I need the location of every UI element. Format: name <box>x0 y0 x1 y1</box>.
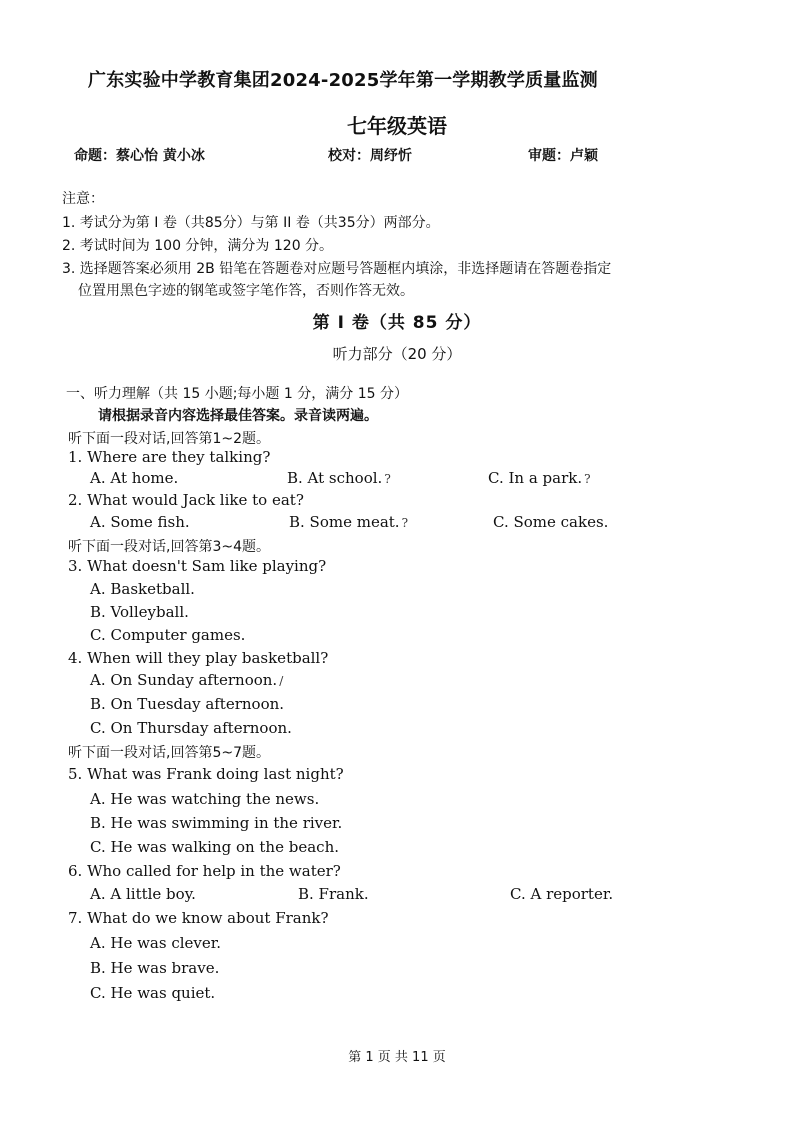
proofreader-credit: 校对：周纾忻 <box>328 148 412 164</box>
handwritten-mark: ? <box>384 472 391 486</box>
handwritten-mark: / <box>279 674 284 688</box>
question-stem: 2. What would Jack like to eat? <box>68 491 304 509</box>
option: B. Frank. <box>298 885 369 903</box>
page-number: 第 1 页 共 11 页 <box>348 1050 446 1065</box>
option: C. Some cakes. <box>493 513 609 531</box>
option-text: B. At school. <box>287 469 383 487</box>
dialogue-intro: 听下面一段对话,回答第3~4题。 <box>68 539 270 555</box>
question-stem: 6. Who called for help in the water? <box>68 862 341 880</box>
option: A. Some fish. <box>90 513 190 531</box>
part-instruction: 请根据录音内容选择最佳答案。录音读两遍。 <box>98 408 378 424</box>
notice-item: 位置用黑色字迹的钢笔或签字笔作答，否则作答无效。 <box>78 283 414 299</box>
exam-subject: 七年级英语 <box>347 114 447 138</box>
handwritten-mark: ? <box>584 472 591 486</box>
option: A. He was watching the news. <box>90 790 320 808</box>
option: A. A little boy. <box>90 885 196 903</box>
dialogue-intro: 听下面一段对话,回答第1~2题。 <box>68 431 270 447</box>
option <box>287 469 391 487</box>
question-stem: 5. What was Frank doing last night? <box>68 765 344 783</box>
option: A. He was clever. <box>90 934 222 952</box>
option: B. He was swimming in the river. <box>90 814 343 832</box>
option: B. Volleyball. <box>90 603 189 621</box>
question-stem: 1. Where are they talking? <box>68 448 271 466</box>
option: A. Basketball. <box>90 580 195 598</box>
option-text: A. On Sunday afternoon. <box>90 671 278 689</box>
option: C. On Thursday afternoon. <box>90 719 292 737</box>
notice-item: 3. 选择题答案必须用 2B 铅笔在答题卷对应题号答题框内填涂，非选择题请在答题卷指定 <box>62 261 612 277</box>
option: B. On Tuesday afternoon. <box>90 695 285 713</box>
author-credit: 命题：蔡心怡 黄小冰 <box>74 148 205 164</box>
section-subtitle: 听力部分（20 分） <box>332 345 462 363</box>
section-title: 第 I 卷（共 85 分） <box>312 313 482 333</box>
notice-heading: 注意： <box>62 191 104 207</box>
option: C. A reporter. <box>510 885 614 903</box>
option-text: B. Some meat. <box>289 513 400 531</box>
option: C. He was walking on the beach. <box>90 838 339 856</box>
handwritten-mark: ? <box>401 516 409 530</box>
question-stem: 4. When will they play basketball? <box>68 649 329 667</box>
option: A. At home. <box>90 469 179 487</box>
option: B. He was brave. <box>90 959 220 977</box>
option <box>289 513 408 531</box>
notice-item: 1. 考试分为第 I 卷（共85分）与第 II 卷（共35分）两部分。 <box>62 215 440 231</box>
dialogue-intro: 听下面一段对话,回答第5~7题。 <box>68 745 270 761</box>
option <box>488 469 591 487</box>
notice-item: 2. 考试时间为 100 分钟，满分为 120 分。 <box>62 238 334 254</box>
reviewer-credit: 审题：卢颖 <box>528 148 598 164</box>
option: C. Computer games. <box>90 626 246 644</box>
question-stem: 3. What doesn't Sam like playing? <box>68 557 327 575</box>
part-heading: 一、听力理解（共 15 小题;每小题 1 分，满分 15 分） <box>66 386 408 402</box>
option: C. He was quiet. <box>90 984 216 1002</box>
option <box>90 671 283 689</box>
option-text: C. In a park. <box>488 469 583 487</box>
question-stem: 7. What do we know about Frank? <box>68 909 329 927</box>
exam-title: 广东实验中学教育集团2024-2025学年第一学期教学质量监测 <box>88 70 598 91</box>
